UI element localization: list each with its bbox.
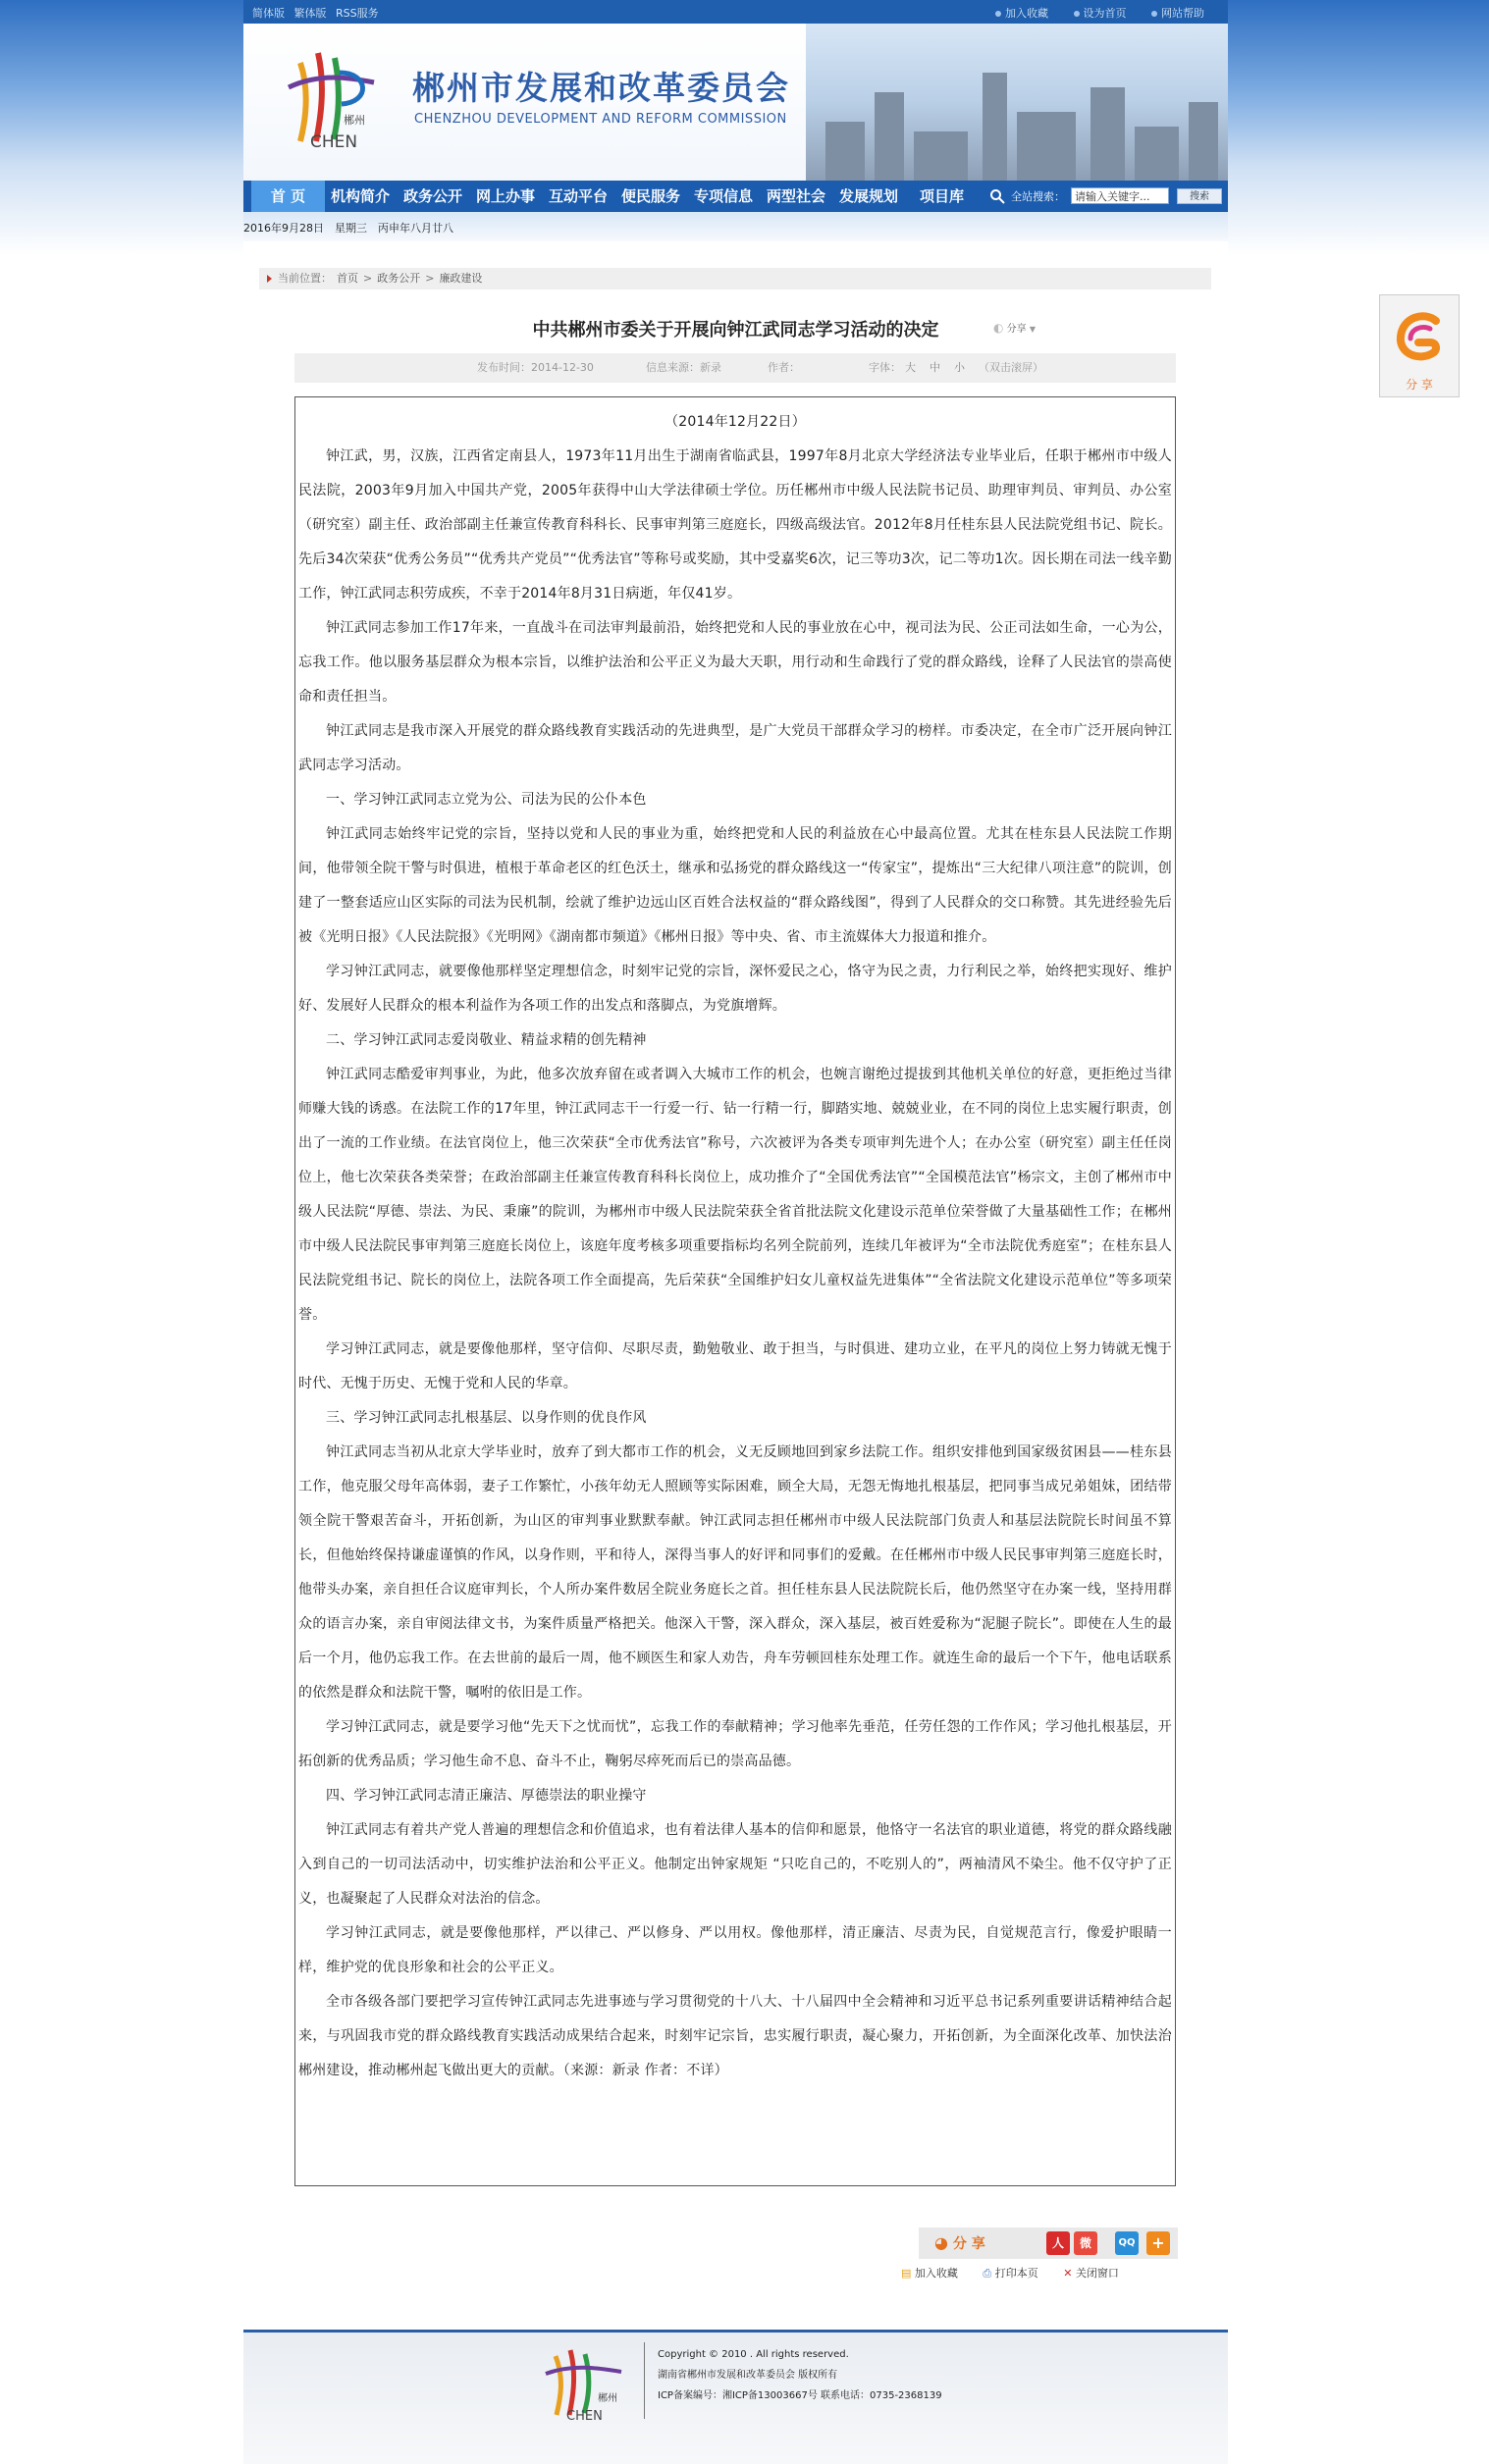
footer-logo-icon xyxy=(541,2344,629,2423)
site-help-label: 网站帮助 xyxy=(1161,7,1204,20)
search-input[interactable] xyxy=(1071,187,1169,204)
nav-item-public-services[interactable]: 便民服务 xyxy=(621,187,681,205)
footer xyxy=(243,2333,1228,2464)
share-dropdown[interactable] xyxy=(993,320,1036,335)
publish-time: 发布时间：2014-12-30 xyxy=(477,361,594,374)
add-favorite-label: 加入收藏 xyxy=(1005,7,1048,20)
article-paragraph: 钟江武同志当初从北京大学毕业时，放弃了到大都市工作的机会，义无反顾地回到家乡法院工作。组织安排他到国家级贫困县——桂东县工作，他克服父母年高体弱，妻子工作繁忙，小孩年幼无人照顾等实际困难，顾全大局，无怨无悔地扎根基层，把同事当成兄弟姐妹，团结带领全院干警艰苦奋斗，开拓创新，为山区的审判事业默默奉献。钟江武同志担任郴州市中级人民法院部门负责人和基层法院院长时间虽不算长，但他始终保持谦虚谨慎的作风，以身作则，平和待人，深得当事人的好评和同事们的爱戴。在任郴州市中级人民民事审判第三庭庭长时，他带头办案，亲自担任合议庭审判长，个人所办案件数居全院业务庭长之首。担任桂东县人民法院院长后，他仍然坚守在办案一线，坚持用群众的语言办案，亲自审阅法律文书，为案件质量严格把关。他深入干警，深入群众，深入基层，被百姓爱称为“泥腿子院长”。即使在人生的最后一个月，他仍忘我工作。在去世前的最后一周，他不顾医生和家人劝告，舟车劳顿回桂东处理工作。就连生命的最后一个下午，他电话联系的依然是群众和法院干警，嘱咐的依旧是工作。 xyxy=(298,1444,1172,1701)
main-nav xyxy=(243,181,1228,212)
search-icon xyxy=(989,188,1005,204)
share-bar xyxy=(919,2228,1178,2259)
article-paragraph: 钟江武同志是我市深入开展党的群众路线教育实践活动的先进典型，是广大党员干部群众学习的榜样。市委决定，在全市广泛开展向钟江武同志学习活动。 xyxy=(298,723,1172,773)
traditional-chinese-link[interactable]: 繁体版 xyxy=(293,7,327,20)
print-tool-label: 打印本页 xyxy=(994,2267,1038,2280)
nav-item-two-type-society[interactable]: 两型社会 xyxy=(767,187,826,205)
renren-share-icon[interactable]: 人 xyxy=(1046,2231,1070,2255)
site-title-en: CHENZHOU DEVELOPMENT AND REFORM COMMISSION xyxy=(414,112,787,127)
chenzhou-logo-icon xyxy=(281,43,379,151)
city-skyline-image xyxy=(806,24,1228,181)
article-paragraph: 学习钟江武同志，就要像他那样坚定理想信念，时刻牢记党的宗旨，深怀爱民之心，恪守为民之责，力行利民之举，始终把实现好、维护好、发展好人民群众的根本利益作为各项工作的出发点和落脚点，为党旗增辉。 xyxy=(298,964,1172,1014)
bullet-icon xyxy=(1151,11,1157,17)
add-favorite-link[interactable] xyxy=(995,7,1048,20)
footer-divider xyxy=(644,2342,645,2419)
page-wrapper xyxy=(243,0,1228,2464)
article-paragraph: 钟江武同志有着共产党人普遍的理想信念和价值追求，也有着法律人基本的信仰和愿景，他恪守一名法官的职业道德，将党的群众路线融入到自己的一切司法活动中，切实维护法治和公平正义。他制定出钟家规矩 “只吃自己的，不吃别人的”，两袖清风不染尘。他不仅守护了正义，也凝聚起了人民群众对法治的信念。 xyxy=(298,1822,1172,1907)
add-favorite-tool[interactable] xyxy=(901,2267,958,2280)
share-logo-icon: ◕ xyxy=(934,2233,948,2252)
simplified-chinese-link[interactable]: 简体版 xyxy=(252,7,285,20)
section-heading: 四、学习钟江武同志清正廉洁、厚德崇法的职业操守 xyxy=(326,1788,647,1804)
breadcrumb-integrity[interactable]: 廉政建设 xyxy=(439,272,483,285)
article-title: 中共郴州市委关于开展向钟江武同志学习活动的决定 xyxy=(532,320,939,341)
logo-brand-text: CHEN xyxy=(310,132,358,151)
owner-line: 湖南省郴州市发展和改革委员会 版权所有 xyxy=(658,2370,838,2381)
top-bar xyxy=(243,0,1228,24)
qq-share-icon[interactable]: QQ xyxy=(1115,2231,1139,2255)
floating-share-label: 分 享 xyxy=(1406,378,1433,392)
scroll-hint: （双击滚屏） xyxy=(979,361,1043,374)
add-favorite-tool-label: 加入收藏 xyxy=(914,2267,958,2280)
icp-line: ICP备案编号：湘ICP备13003667号 联系电话：0735-2368139 xyxy=(658,2390,942,2401)
article-date: （2014年12月22日） xyxy=(665,414,806,430)
weibo-share-icon[interactable]: 微 xyxy=(1074,2231,1097,2255)
font-size-large[interactable]: 大 xyxy=(905,361,916,374)
section-heading: 二、学习钟江武同志爱岗敬业、精益求精的创先精神 xyxy=(326,1032,647,1048)
nav-item-special-info[interactable]: 专项信息 xyxy=(694,187,754,205)
header-banner xyxy=(243,24,1228,181)
site-title-cn: 郴州市发展和改革委员会 xyxy=(412,69,790,107)
nav-item-online-services[interactable]: 网上办事 xyxy=(476,187,536,205)
article-paragraph: 全市各级各部门要把学习宣传钟江武同志先进事迹与学习贯彻党的十八大、十八届四中全会精神和习近平总书记系列重要讲话精神结合起来，与巩固我市党的群众路线教育实践活动成果结合起来，时刻牢记宗旨，忠实履行职责，凝心聚力，开拓创新，为全面深化改革、加快法治郴州建设，推动郴州起飞做出更大的贡献。（来源：新录 作者：不详） xyxy=(298,1994,1172,2078)
breadcrumb-gov-affairs[interactable]: 政务公开 xyxy=(377,272,421,285)
font-size-small[interactable]: 小 xyxy=(954,361,965,374)
font-size-medium[interactable]: 中 xyxy=(930,361,940,374)
print-icon: ⎙ xyxy=(983,2267,992,2280)
footer-text xyxy=(658,2344,942,2406)
breadcrumb: 当前位置： 首页 > 政务公开 > 廉政建设 xyxy=(259,268,1211,289)
breadcrumb-home[interactable]: 首页 xyxy=(337,272,358,285)
close-window-tool[interactable] xyxy=(1063,2267,1119,2280)
copyright-line: Copyright © 2010 . All rights reserved. xyxy=(658,2349,849,2360)
close-window-tool-label: 关闭窗口 xyxy=(1075,2267,1119,2280)
rss-link[interactable]: RSS服务 xyxy=(336,7,379,20)
nav-item-gov-affairs[interactable]: 政务公开 xyxy=(403,187,463,205)
bullet-icon xyxy=(995,11,1001,17)
share-dropdown-label: 分享 xyxy=(1006,324,1027,335)
floating-share-widget[interactable] xyxy=(1379,294,1460,397)
folder-icon: ▤ xyxy=(901,2267,912,2280)
footer-logo-small-text: 郴州 xyxy=(598,2393,617,2404)
article-paragraph: 学习钟江武同志，就是要像他那样，严以律己、严以修身、严以用权。像他那样，清正廉洁、尽责为民，自觉规范言行，像爱护眼睛一样，维护党的优良形象和社会的公平正义。 xyxy=(298,1925,1172,1975)
article-paragraph: 钟江武同志酷爱审判事业，为此，他多次放弃留在或者调入大城市工作的机会，也婉言谢绝过提拔到其他机关单位的好意，更拒绝过当律师赚大钱的诱惑。在法院工作的17年里，钟江武同志干一行爱一行、钻一行精一行，脚踏实地、兢兢业业，在不同的岗位上忠实履行职责，创出了一流的工作业绩。在法官岗位上，他三次荣获“全市优秀法官”称号，六次被评为各类专项审判先进个人；在办公室（研究室）副主任任岗位上，他七次荣获各类荣誉；在政治部副主任兼宣传教育科科长岗位上，成功推介了“全国优秀法官”“全国模范法官”杨宗文，主创了郴州市中级人民法院“厚德、崇法、为民、秉廉”的院训，为郴州市中级人民法院荣获全省首批法院文化建设示范单位荣誉做了大量基础性工作；在郴州市中级人民法院民事审判第三庭庭长岗位上，该庭年度考核多项重要指标均名列全院前列，连续几年被评为“全市法院优秀庭室”；在桂东县人民法院党组书记、院长的岗位上，法院各项工作全面提高，先后荣获“全国维护妇女儿童权益先进集体”“全省法院文化建设示范单位”等多项荣誉。 xyxy=(298,1067,1172,1323)
article-paragraph: 钟江武同志始终牢记党的宗旨，坚持以党和人民的事业为重，始终把党和人民的利益放在心中最高位置。尤其在桂东县人民法院工作期间，他带领全院干警与时俱进，植根于革命老区的红色沃土，继承和弘扬党的群众路线这一“传家宝”，提炼出“三大纪律八项注意”的院训，创建了一整套适应山区实际的司法为民机制，绘就了维护边远山区百姓合法权益的“群众路线图”，得到了人民群众的交口称赞。其先进经验先后被《光明日报》《人民法院报》《光明网》《湖南都市频道》《郴州日报》等中央、省、市主流媒体大力报道和推介。 xyxy=(298,826,1172,945)
bullet-icon xyxy=(1074,11,1080,17)
share-bar-text: 分 享 xyxy=(952,2236,985,2252)
breadcrumb-label: 当前位置： xyxy=(278,272,332,285)
article-paragraph: 学习钟江武同志，就是要像他那样，坚守信仰、尽职尽责，勤勉敬业、敢于担当，与时俱进、建功立业，在平凡的岗位上努力铸就无愧于时代、无愧于历史、无愧于党和人民的华章。 xyxy=(298,1341,1172,1391)
nav-item-interaction[interactable]: 互动平台 xyxy=(549,187,609,205)
search-label: 全站搜索： xyxy=(1011,190,1065,203)
nav-item-about[interactable]: 机构简介 xyxy=(331,187,391,205)
close-icon: ✕ xyxy=(1063,2267,1073,2280)
arrow-icon xyxy=(267,275,272,283)
section-heading: 一、学习钟江武同志立党为公、司法为民的公仆本色 xyxy=(326,792,647,808)
article-meta xyxy=(294,353,1176,383)
info-source: 信息来源：新录 xyxy=(646,361,721,374)
article-paragraph: 钟江武同志参加工作17年来，一直战斗在司法审判最前沿，始终把党和人民的事业放在心中，视司法为民、公正司法如生命，一心为公，忘我工作。他以服务基层群众为根本宗旨，以维护法治和公平正义为最大天职，用行动和生命践行了党的群众路线，诠释了人民法官的崇高使命和责任担当。 xyxy=(298,620,1172,705)
page-tools xyxy=(901,2265,1141,2281)
logo-small-text: 郴州 xyxy=(344,114,365,127)
nav-item-home[interactable]: 首 页 xyxy=(251,181,325,212)
section-heading: 三、学习钟江武同志扎根基层、以身作则的优良作风 xyxy=(326,1410,647,1426)
article-paragraph: 钟江武，男，汉族，江西省定南县人，1973年11月出生于湖南省临武县，1997年8月北京大学经济法专业毕业后，任职于郴州市中级人民法院，2003年9月加入中国共产党，2005年获得中山大学法律硕士学位。历任郴州市中级人民法院书记员、助理审判员、审判员、办公室（研究室）副主任、政治部副主任兼宣传教育科科长、民事审判第三庭庭长，四级高级法官。2012年8月任桂东县人民法院党组书记、院长。先后34次荣获“优秀公务员”“优秀共产党员”“优秀法官”等称号或奖励，其中受嘉奖6次，记三等功3次，记二等功1次。因长期在司法一线辛勤工作，钟江武同志积劳成疾，不幸于2014年8月31日病逝，年仅41岁。 xyxy=(298,448,1172,602)
author: 作者： xyxy=(768,361,800,374)
share-swirl-icon xyxy=(1391,307,1450,366)
set-homepage-link[interactable] xyxy=(1074,7,1127,20)
chevron-down-icon: ▼ xyxy=(1029,325,1037,334)
set-homepage-label: 设为首页 xyxy=(1083,7,1127,20)
search-button[interactable]: 搜索 xyxy=(1177,188,1222,204)
share-bar-label[interactable] xyxy=(934,2228,985,2260)
more-share-icon[interactable]: + xyxy=(1146,2231,1170,2255)
current-date: 2016年9月28日 星期三 丙申年八月廿八 xyxy=(243,222,453,235)
font-size-label: 字体： xyxy=(869,361,901,374)
share-small-icon: ◐ xyxy=(993,321,1004,335)
nav-item-development-plan[interactable]: 发展规划 xyxy=(839,187,899,205)
footer-logo-brand-text: CHEN xyxy=(566,2409,603,2423)
site-help-link[interactable] xyxy=(1151,7,1204,20)
article-paragraph: 学习钟江武同志，就是要学习他“先天下之忧而忧”，忘我工作的奉献精神；学习他率先垂范，任劳任怨的工作作风；学习他扎根基层，开拓创新的优秀品质；学习他生命不息、奋斗不止，鞠躬尽瘁死而后已的崇高品德。 xyxy=(298,1719,1172,1769)
print-tool[interactable] xyxy=(983,2267,1037,2280)
article-body xyxy=(294,396,1176,2186)
nav-item-project-library[interactable]: 项目库 xyxy=(920,187,965,205)
